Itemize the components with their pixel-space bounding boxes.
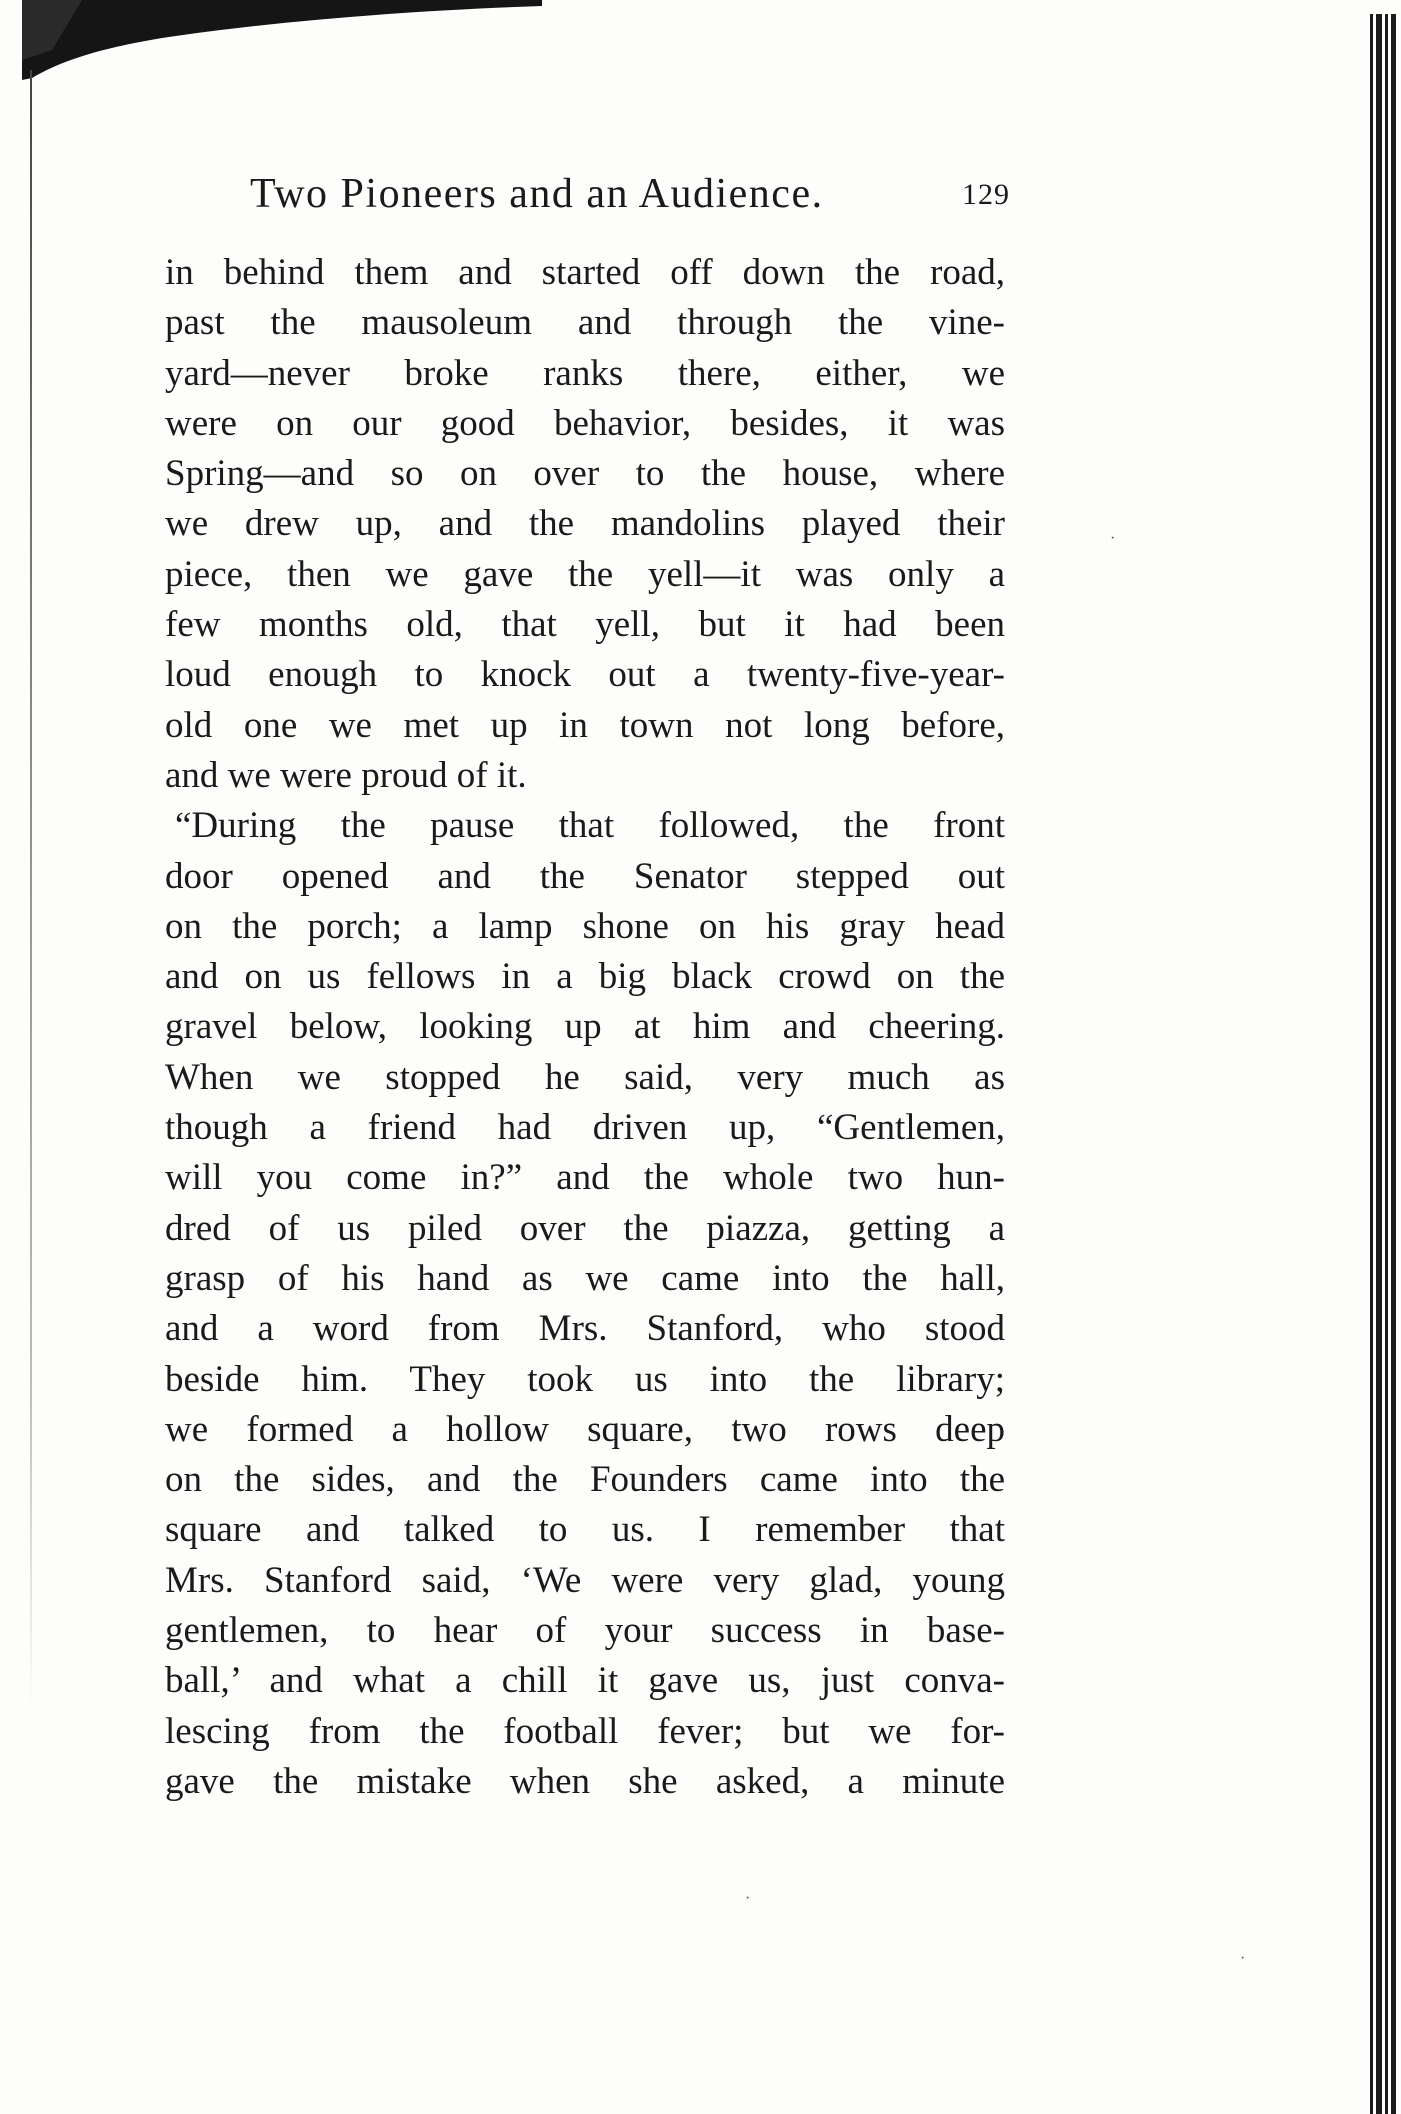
binding-edge bbox=[1370, 14, 1401, 2114]
text-line: on the porch; a lamp shone on his gray head bbox=[165, 905, 1005, 947]
scan-speck: · bbox=[745, 1890, 751, 1907]
text-line: loud enough to knock out a twenty-five-year- bbox=[165, 654, 1005, 696]
text-line: When we stopped he said, very much as bbox=[165, 1056, 1005, 1098]
text-line: piece, then we gave the yell—it was only a bbox=[165, 553, 1005, 595]
text-line: on the sides, and the Founders came into the bbox=[165, 1459, 1005, 1501]
text-line: will you come in?” and the whole two hun- bbox=[165, 1157, 1005, 1199]
text-line: and we were proud of it. bbox=[165, 754, 527, 796]
text-line: old one we met up in town not long before, bbox=[165, 704, 1005, 746]
running-head-title: Two Pioneers and an Audience. bbox=[250, 171, 824, 217]
text-line: ball,’ and what a chill it gave us, just conva- bbox=[165, 1660, 1005, 1702]
scan-speck: · bbox=[1110, 530, 1116, 547]
text-line: lescing from the football fever; but we for- bbox=[165, 1710, 1005, 1752]
scan-speck: · bbox=[1240, 1950, 1246, 1967]
text-line: and on us fellows in a big black crowd on the bbox=[165, 956, 1005, 998]
text-line: “During the pause that followed, the front bbox=[175, 805, 1005, 847]
text-line: and a word from Mrs. Stanford, who stood bbox=[165, 1308, 1005, 1350]
text-line: beside him. They took us into the library; bbox=[165, 1358, 1005, 1400]
text-line: gave the mistake when she asked, a minute bbox=[165, 1760, 1005, 1802]
text-line: door opened and the Senator stepped out bbox=[165, 855, 1005, 897]
left-margin-line bbox=[30, 70, 32, 1710]
text-line: we formed a hollow square, two rows deep bbox=[165, 1408, 1005, 1450]
text-line: past the mausoleum and through the vine- bbox=[165, 302, 1005, 344]
text-line: were on our good behavior, besides, it was bbox=[165, 402, 1005, 444]
text-line: grasp of his hand as we came into the hall, bbox=[165, 1257, 1005, 1299]
body-text bbox=[165, 248, 1005, 1807]
text-line: gentlemen, to hear of your success in base- bbox=[165, 1610, 1005, 1652]
text-line: we drew up, and the mandolins played their bbox=[165, 503, 1005, 545]
text-line: square and talked to us. I remember that bbox=[165, 1509, 1005, 1551]
text-line: in behind them and started off down the road, bbox=[165, 252, 1005, 293]
text-line: Spring—and so on over to the house, where bbox=[165, 453, 1005, 495]
text-line: dred of us piled over the piazza, getting a bbox=[165, 1207, 1005, 1249]
text-line: though a friend had driven up, “Gentlemen, bbox=[165, 1107, 1005, 1149]
page-number: 129 bbox=[962, 178, 1010, 211]
text-line: few months old, that yell, but it had been bbox=[165, 604, 1005, 646]
text-line: yard—never broke ranks there, either, we bbox=[165, 352, 1005, 394]
text-line: gravel below, looking up at him and cheering. bbox=[165, 1006, 1005, 1048]
text-line: Mrs. Stanford said, ‘We were very glad, young bbox=[165, 1559, 1005, 1601]
scan-shadow bbox=[22, 0, 542, 80]
